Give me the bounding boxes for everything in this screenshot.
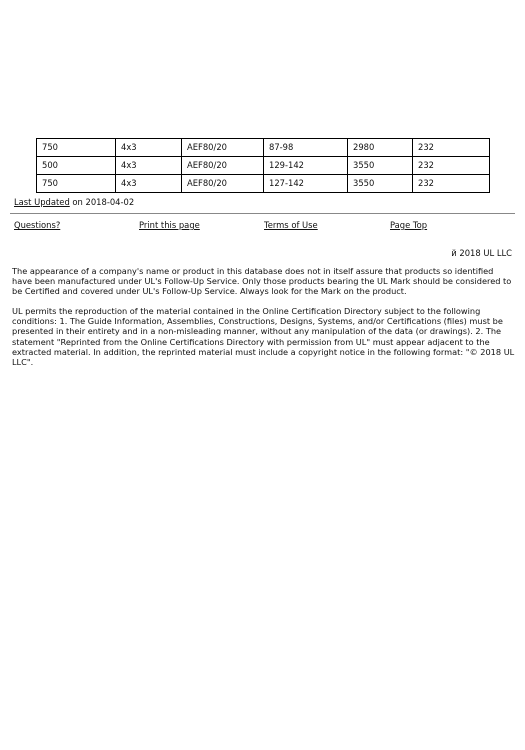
table-cell: 127-142 <box>264 175 348 193</box>
table-cell: AEF80/20 <box>182 139 264 157</box>
table-cell: 4x3 <box>116 157 182 175</box>
permission-paragraph: UL permits the reproduction of the material contained in the Online Certification Directory subject to the following conditions: 1. The Guide Information, Assemblies, Constructions, Designs, Systems, and/or Certifications (files) must be presented in their entirety and in a non-misleading manner, without any manipulation of the data (or drawings). 2. The statement "Reprinted from the Online Certifications Directory with permission from UL" must appear adjacent to the extracted material. In addition, the reprinted material must include a copyright notice in the following format: "© 2018 UL LLC". <box>12 306 515 368</box>
last-updated <box>14 197 134 208</box>
page-top-link[interactable]: Page Top <box>390 220 428 230</box>
last-updated-link[interactable]: Last Updated <box>14 197 70 207</box>
table-cell: 4x3 <box>116 139 182 157</box>
table-cell: 87-98 <box>264 139 348 157</box>
print-page-link[interactable]: Print this page <box>139 220 200 230</box>
table-row <box>37 175 490 193</box>
table-cell: 232 <box>413 139 490 157</box>
footer-links <box>0 220 525 232</box>
table-cell: 232 <box>413 157 490 175</box>
table-cell: 750 <box>37 175 116 193</box>
table-cell: 2980 <box>348 139 413 157</box>
table-row <box>37 139 490 157</box>
questions-link[interactable]: Questions? <box>14 220 61 230</box>
copyright: й 2018 UL LLC <box>451 248 512 258</box>
table-cell: 750 <box>37 139 116 157</box>
terms-of-use-link[interactable]: Terms of Use <box>264 220 318 230</box>
table-cell: 4x3 <box>116 175 182 193</box>
table-cell: AEF80/20 <box>182 175 264 193</box>
table-cell: 3550 <box>348 175 413 193</box>
table-cell: 500 <box>37 157 116 175</box>
table-cell: 3550 <box>348 157 413 175</box>
disclaimer-paragraph: The appearance of a company's name or product in this database does not in itself assure that products so identified have been manufactured under UL's Follow-Up Service. Only those products bearing the UL Mark should be considered to be Certified and covered under UL's Follow-Up Service. Always look for the Mark on the product. <box>12 266 512 297</box>
last-updated-date: on 2018-04-02 <box>69 197 135 207</box>
table-cell: 232 <box>413 175 490 193</box>
divider <box>10 213 515 214</box>
certification-table <box>36 138 490 193</box>
table-cell: 129-142 <box>264 157 348 175</box>
table-row <box>37 157 490 175</box>
table-cell: AEF80/20 <box>182 157 264 175</box>
